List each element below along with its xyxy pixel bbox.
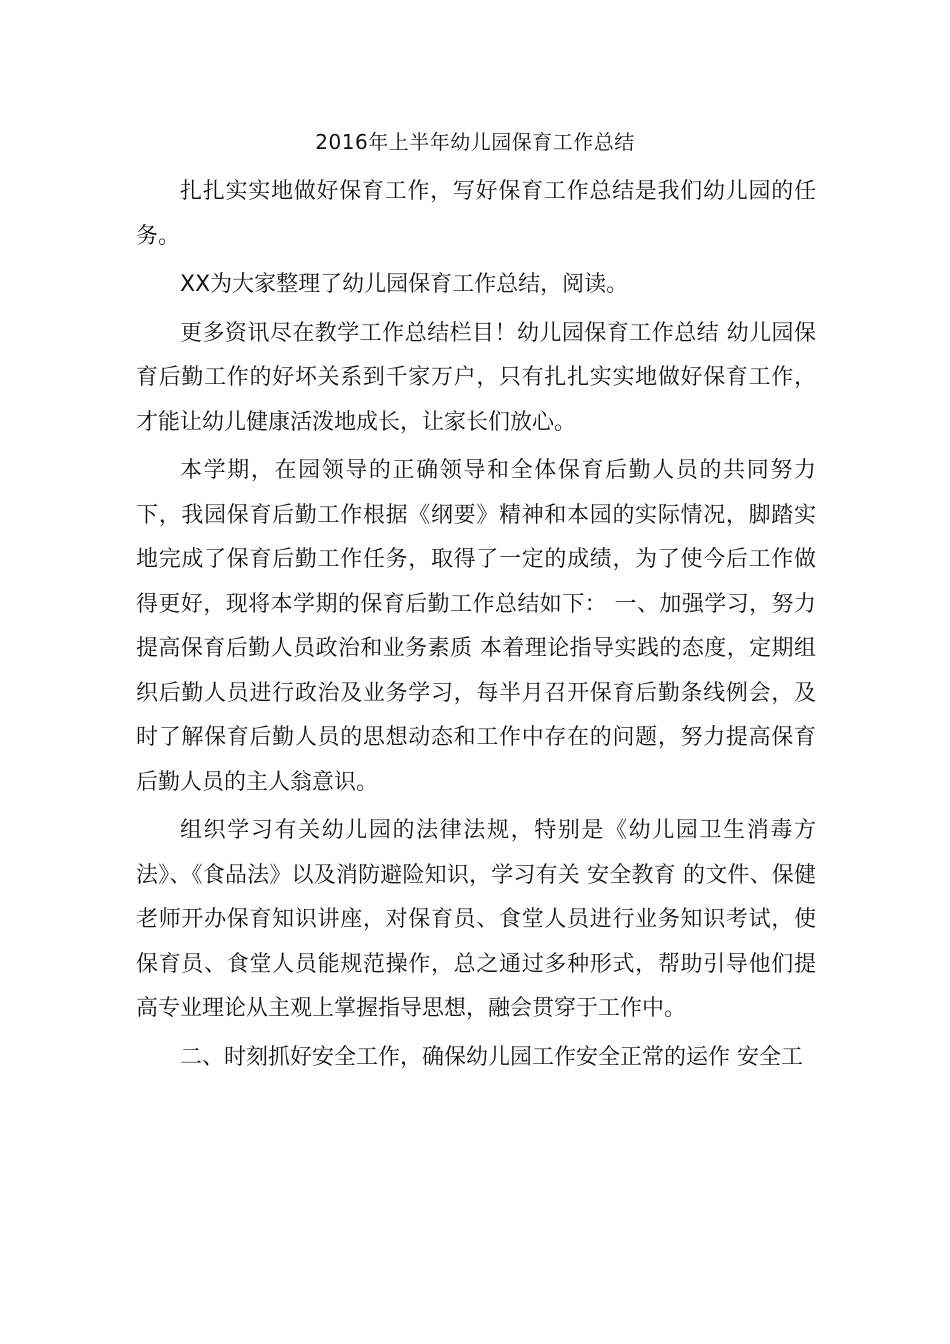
paragraph: XX为大家整理了幼儿园保育工作总结，阅读。 <box>180 272 629 297</box>
document-title: 2016年上半年幼儿园保育工作总结 <box>315 130 635 154</box>
paragraph: 组织学习有关幼儿园的法律法规，特别是《幼儿园卫生消毒方法》、《食品法》以及消防避险知识，学习有关 安全教育 的文件、保健老师开办保育知识讲座，对保育员、食堂人员进行业务知识考试，使保育员、食堂人员能规范操作，总之通过多种形式，帮助引导他们提高专业理论从主观上掌握指导思想，融会贯穿于工作中。 <box>136 818 816 1021</box>
paragraph: 二、时刻抓好安全工作，确保幼儿园工作安全正常的运作 安全工 <box>180 1044 803 1070</box>
document-body <box>136 170 816 1084</box>
paragraph: 扎扎实实地做好保育工作，写好保育工作总结是我们幼儿园的任务。 <box>136 179 816 249</box>
paragraph: 更多资讯尽在教学工作总结栏目！幼儿园保育工作总结 幼儿园保育后勤工作的好坏关系到千家万户，只有扎扎实实地做好保育工作，才能让幼儿健康活泼地成长，让家长们放心。 <box>136 320 816 435</box>
paragraph: 本学期，在园领导的正确领导和全体保育后勤人员的共同努力下，我园保育后勤工作根据《纲要》精神和本园的实际情况，脚踏实地完成了保育后勤工作任务，取得了一定的成绩，为了使今后工作做得更好，现将本学期的保育后勤工作总结如下： 一、加强学习，努力提高保育后勤人员政治和业务素质 本着理论指导实践的态度，定期组织后勤人员进行政治及业务学习，每半月召开保育后勤条线例会，及时了解保育后勤人员的思想动态和工作中存在的问题，努力提高保育后勤人员的主人翁意识。 <box>136 458 816 795</box>
